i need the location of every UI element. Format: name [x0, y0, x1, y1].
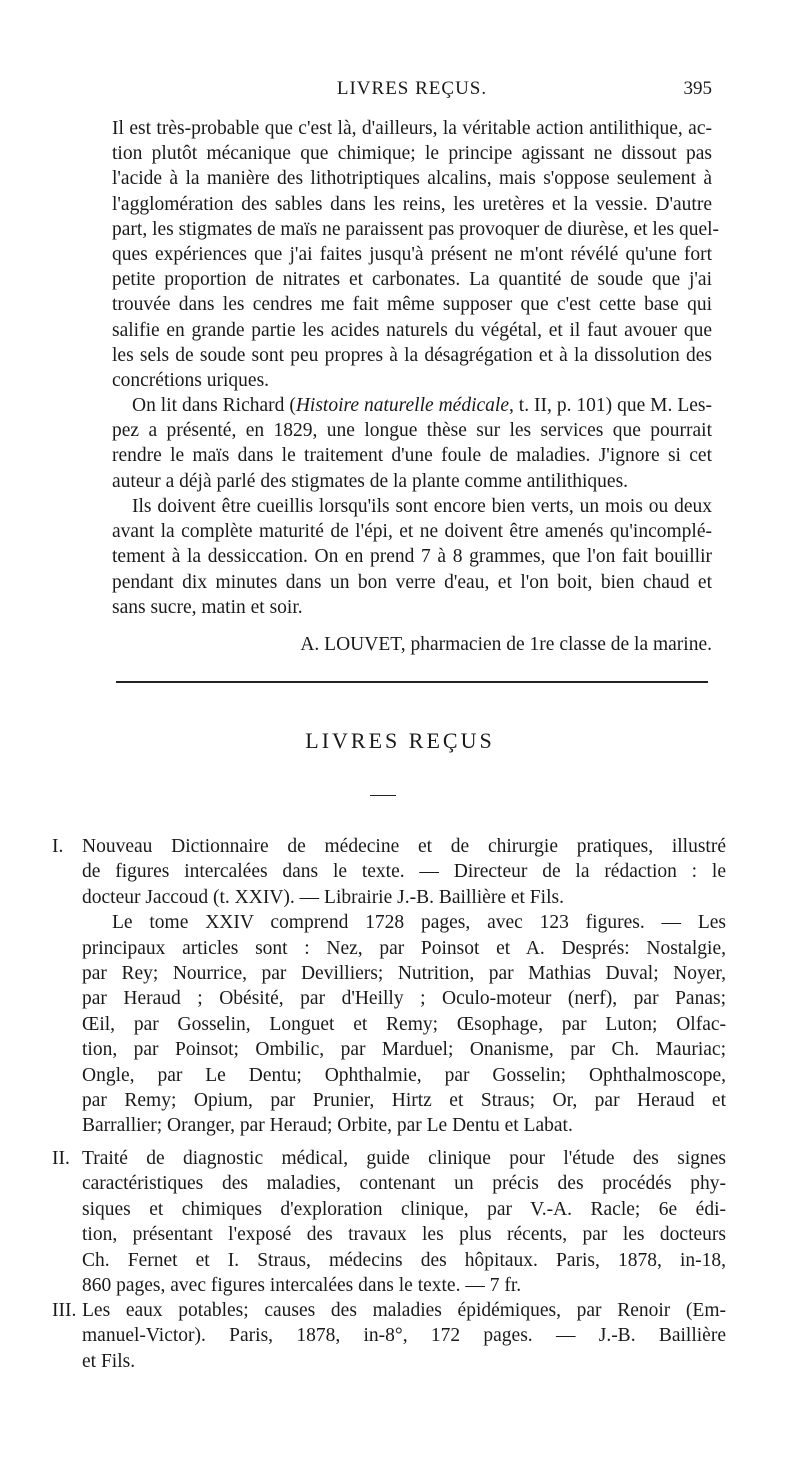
text-line: Les eaux potables; causes des maladies épidémiques, par Renoir (Em-	[82, 1300, 726, 1321]
section-title: LIVRES REÇUS	[305, 728, 495, 753]
text-line: Ch. Fernet et I. Straus, médecins des hôpitaux. Paris, 1878, in-18,	[82, 1249, 726, 1271]
text-fragment: On lit dans Richard (	[132, 395, 296, 416]
title-rule	[370, 795, 396, 796]
entry-number: III.	[52, 1300, 77, 1321]
text-line: Barrallier; Oranger, par Heraud; Orbite, par Le Dentu et Labat.	[82, 1115, 573, 1137]
text-line: Ongle, par Le Dentu; Ophthalmie, par Gosselin; Ophthalmoscope,	[82, 1064, 726, 1086]
text-line: Œil, par Gosselin, Longuet et Remy; Œsophage, par Luton; Olfac-	[82, 1013, 726, 1035]
text-line: rendre le maïs dans le traitement d'une foule de maladies. J'ignore si cet	[112, 445, 712, 467]
text-line: Ils doivent être cueillis lorsqu'ils sont encore bien verts, un mois ou deux	[132, 496, 712, 517]
signature: A. LOUVET, pharmacien de 1re classe de la marine.	[300, 634, 712, 655]
text-line: avant la complète maturité de l'épi, et ne doivent être amenés qu'incomplé-	[112, 521, 712, 543]
text-line: pez a présenté, en 1829, une longue thèse sur les services que pourrait	[112, 420, 712, 442]
text-line: de figures intercalées dans le texte. — Directeur de la rédaction : le	[82, 861, 726, 883]
text-line: trouvée dans les cendres me fait même supposer que c'est cette base qui	[112, 294, 712, 316]
text-line: pendant dix minutes dans un bon verre d'eau, et l'on boit, bien chaud et	[112, 571, 712, 593]
text-line: 860 pages, avec figures intercalées dans le texte. — 7 fr.	[82, 1274, 522, 1296]
text-line: ques expériences que j'ai faites jusqu'à présent ne m'ont révélé qu'une fort	[112, 243, 712, 265]
book-entry-2	[52, 1146, 726, 1298]
text-line: l'agglomération des sables dans les reins, les uretères et la vessie. D'autre	[112, 193, 712, 215]
article-paragraph-2	[112, 393, 712, 494]
text-line: caractéristiques des maladies, contenant un précis des procédés phy-	[82, 1173, 726, 1195]
article-paragraph-1	[112, 116, 720, 393]
text-line: Traité de diagnostic médical, guide clinique pour l'étude des signes	[82, 1148, 726, 1169]
section-divider	[116, 681, 708, 683]
running-header	[112, 78, 712, 108]
text-line: l'acide à la manière des lithotriptiques alcalins, mais s'oppose seulement à	[112, 168, 712, 190]
book-title: Histoire naturelle médicale	[295, 395, 509, 416]
running-title: LIVRES REÇUS.	[336, 78, 488, 99]
text-line: Il est très-probable que c'est là, d'ailleurs, la véritable action antilithique, ac-	[112, 118, 712, 139]
text-line: Nouveau Dictionnaire de médecine et de chirurgie pratiques, illustré	[82, 836, 726, 857]
text-line: sans sucre, matin et soir.	[112, 596, 303, 618]
article-paragraph-3	[112, 494, 712, 620]
text-fragment: , t. II, p. 101) que M. Les-	[508, 395, 712, 416]
entry-number: I.	[52, 836, 64, 857]
text-line: principaux articles sont : Nez, par Poinsot et A. Després: Nostalgie,	[82, 937, 726, 959]
text-line: siques et chimiques d'exploration clinique, par V.-A. Racle; 6e édi-	[82, 1198, 726, 1220]
text-line: tion plutôt mécanique que chimique; le principe agissant ne dissout pas	[112, 143, 712, 165]
text-line: auteur a déjà parlé des stigmates de la plante comme antilithiques.	[112, 470, 629, 492]
text-line: tion, présentant l'exposé des travaux les plus récents, par les docteurs	[82, 1224, 726, 1246]
text-line: petite proportion de nitrates et carbonates. La quantité de soude que j'ai	[112, 269, 712, 291]
text-line: part, les stigmates de maïs ne paraissent pas provoquer de diurèse, et les quel-	[112, 218, 720, 240]
text-line: par Remy; Opium, par Prunier, Hirtz et Straus; Or, par Heraud et	[82, 1089, 726, 1111]
text-line: Le tome XXIV comprend 1728 pages, avec 123 figures. — Les	[112, 912, 726, 934]
text-line: par Rey; Nourrice, par Devilliers; Nutrition, par Mathias Duval; Noyer,	[82, 962, 726, 984]
text-line: les sels de soude sont peu propres à la désagrégation et à la dissolution des	[112, 344, 712, 366]
entry-number: II.	[52, 1148, 70, 1169]
text-line: tement à la dessiccation. On en prend 7 à 8 grammes, que l'on fait bouillir	[112, 546, 712, 568]
text-line: tion, par Poinsot; Ombilic, par Marduel; Onanisme, par Ch. Mauriac;	[82, 1039, 726, 1061]
text-line: par Heraud ; Obésité, par d'Heilly ; Oculo-moteur (nerf), par Panas;	[82, 988, 726, 1010]
book-entry-3	[52, 1298, 726, 1374]
book-entry-1	[52, 834, 726, 1139]
text-line: docteur Jaccoud (t. XXIV). — Librairie J.-B. Baillière et Fils.	[82, 886, 564, 908]
text-line	[112, 393, 712, 418]
text-line: concrétions uriques.	[112, 369, 270, 391]
text-line: salifie en grande partie les acides naturels du végétal, et il faut avouer que	[112, 319, 712, 341]
text-line: manuel-Victor). Paris, 1878, in-8°, 172 pages. — J.-B. Baillière	[82, 1325, 726, 1347]
page-number: 395	[683, 78, 712, 99]
text-line: et Fils.	[82, 1350, 136, 1372]
